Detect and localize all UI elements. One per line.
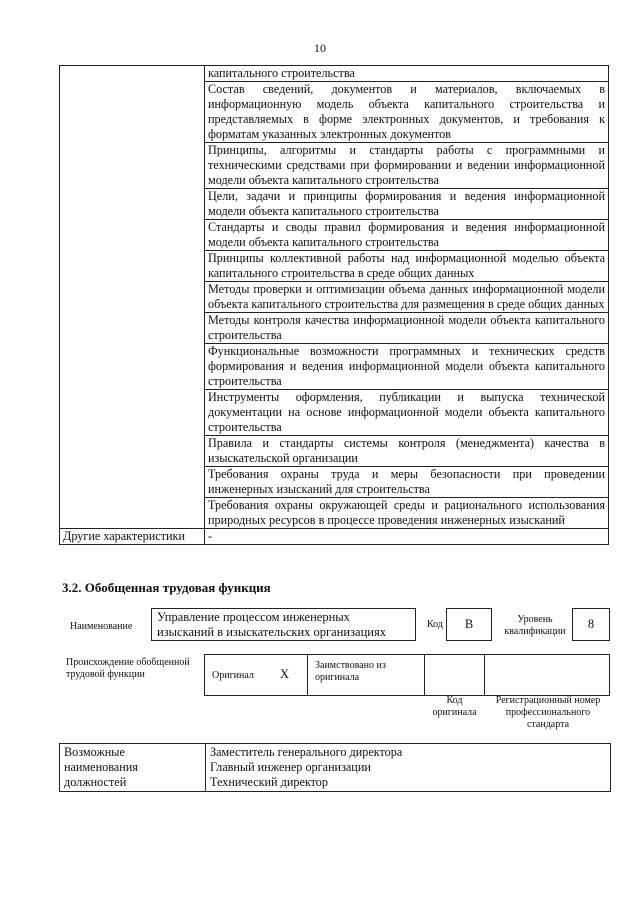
knowledge-row — [60, 82, 609, 143]
knowledge-label-cell — [60, 313, 205, 344]
reg-number-box — [484, 654, 610, 696]
borrowed-label: Заимствовано из оригинала — [315, 660, 386, 683]
original-label: Оригинал — [212, 670, 254, 681]
knowledge-item: Стандарты и своды правил формирования и ведения информационной модели объекта капитального строительства — [205, 220, 609, 251]
position-item: Главный инженер организации — [210, 760, 371, 774]
knowledge-item: Требования охраны труда и меры безопасности при проведении инженерных изысканий для строительства — [205, 467, 609, 498]
knowledge-row — [60, 66, 609, 82]
knowledge-item: Требования охраны окружающей среды и рационального использования природных ресурсов в процессе проведения инженерных изысканий — [205, 498, 609, 529]
knowledge-table — [59, 65, 609, 545]
positions-label: Возможные наименования должностей — [60, 744, 206, 792]
knowledge-row — [60, 344, 609, 390]
knowledge-label-cell — [60, 220, 205, 251]
other-characteristics-row — [60, 529, 609, 545]
knowledge-row — [60, 436, 609, 467]
knowledge-label-cell — [60, 66, 205, 82]
other-label: Другие характеристики — [60, 529, 205, 545]
knowledge-item: Методы проверки и оптимизации объема данных информационной модели объекта капитального строительства для размещения в среде общих данных — [205, 282, 609, 313]
knowledge-item: Состав сведений, документов и материалов, включаемых в информационную модель объекта капитального строительства и представляемых в форме электронных документов, и требования к форматам указанных электронных документов — [205, 82, 609, 143]
name-value: Управление процессом инженерных изысканий в изыскательских организациях — [157, 610, 386, 639]
position-item: Технический директор — [210, 775, 328, 789]
knowledge-row — [60, 390, 609, 436]
knowledge-row — [60, 282, 609, 313]
origin-label: Происхождение обобщенной трудовой функции — [66, 657, 190, 680]
knowledge-label-cell — [60, 436, 205, 467]
original-box — [204, 654, 308, 696]
knowledge-item: Инструменты оформления, публикации и выпуска технической документации на основе информационной модели объекта капитального строительства — [205, 390, 609, 436]
knowledge-label-cell — [60, 143, 205, 189]
original-mark: X — [280, 667, 290, 681]
knowledge-item: Принципы, алгоритмы и стандарты работы с программными и техническими средствами при формировании и ведении информационной модели объекта капитального строительства — [205, 143, 609, 189]
knowledge-row — [60, 498, 609, 529]
knowledge-item: Методы контроля качества информационной модели объекта капитального строительства — [205, 313, 609, 344]
knowledge-item: Правила и стандарты системы контроля (менеджмента) качества в изыскательской организации — [205, 436, 609, 467]
code-original-box — [424, 654, 485, 696]
page-number: 10 — [314, 41, 326, 55]
other-value: - — [205, 529, 609, 545]
level-box — [572, 608, 610, 641]
knowledge-row — [60, 467, 609, 498]
knowledge-label-cell — [60, 251, 205, 282]
name-label: Наименование — [70, 621, 133, 632]
borrowed-box — [307, 654, 425, 696]
section-title: 3.2. Обобщенная трудовая функция — [62, 580, 271, 595]
positions-table — [59, 743, 611, 792]
knowledge-row — [60, 189, 609, 220]
name-box — [151, 608, 416, 641]
level-value: 8 — [587, 617, 595, 631]
knowledge-row — [60, 143, 609, 189]
code-value: B — [464, 617, 474, 631]
knowledge-row — [60, 313, 609, 344]
position-item: Заместитель генерального директора — [210, 745, 403, 759]
knowledge-label-cell — [60, 344, 205, 390]
knowledge-item: Цели, задачи и принципы формирования и ведения информационной модели объекта капитального строительства — [205, 189, 609, 220]
knowledge-item: Функциональные возможности программных и технических средств формирования и ведения информационной модели объекта капитального строительства — [205, 344, 609, 390]
knowledge-item: капитального строительства — [205, 66, 609, 82]
knowledge-label-cell — [60, 498, 205, 529]
reg-number-label: Регистрационный номер профессионального стандарта — [495, 695, 601, 730]
knowledge-label-cell — [60, 282, 205, 313]
knowledge-label-cell — [60, 82, 205, 143]
positions-list — [206, 744, 611, 792]
code-box — [446, 608, 492, 641]
knowledge-label-cell — [60, 467, 205, 498]
knowledge-label-cell — [60, 189, 205, 220]
knowledge-row — [60, 220, 609, 251]
knowledge-item: Принципы коллективной работы над информационной моделью объекта капитального строительства в среде общих данных — [205, 251, 609, 282]
knowledge-row — [60, 251, 609, 282]
code-label: Код — [427, 619, 443, 630]
code-original-label: Код оригинала — [432, 695, 477, 718]
knowledge-label-cell — [60, 390, 205, 436]
level-label: Уровень квалификации — [504, 614, 566, 637]
